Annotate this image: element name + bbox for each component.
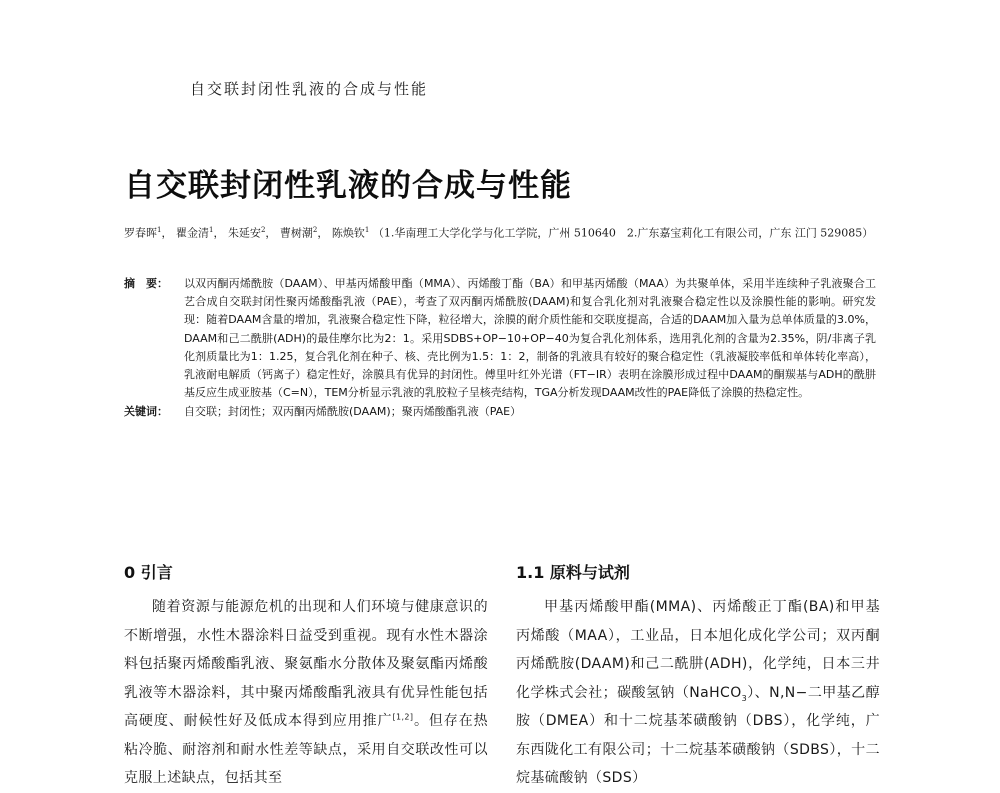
materials-paragraph [516, 593, 880, 793]
keywords [124, 403, 876, 421]
abstract-text: 以双丙酮丙烯酰胺（DAAM）、甲基丙烯酸甲酯（MMA）、丙烯酸丁酯（BA）和甲基丙烯酸（MAA）为共聚单体，采用半连续种子乳液聚合工艺合成自交联封闭性聚丙烯酸酯乳液（PAE），考查了双丙酮丙烯酰胺(DAAM)和复合乳化剂对乳液聚合稳定性以及涂膜性能的影响。研究发现：随着DAAM含量的增加，乳液聚合稳定性下降，粒径增大，涂膜的耐介质性能和交联度提高，合适的DAAM加入量为总单体质量的3.0%，DAAM和己二酰肼(ADH)的最佳摩尔比为2：1。采用SDBS+OP−10+OP−40为复合乳化剂体系，选用乳化剂的含量为2.35%，阴/非离子乳化剂质量比为1：1.25，复合乳化剂在种子、核、壳比例为1.5：1：2，制备的乳液具有较好的聚合稳定性（乳液凝胶率低和单体转化率高），乳液耐电解质（钙离子）稳定性好，涂膜具有优异的封闭性。傅里叶红外光谱（FT−IR）表明在涂膜形成过程中DAAM的酮羰基与ADH的酰肼基反应生成亚胺基（C=N），TEM分析显示乳液的乳胶粒子呈核壳结构，TGA分析发现DAAM改性的PAE降低了涂膜的热稳定性。 [184, 277, 876, 400]
author-line: 罗春晖$^1$， 瞿金清$^1$， 朱延安$^2$， 曹树潮$^2$， 陈焕钦$^1$ （1.华南理工大学化学与化工学院，广州 510640 2.广东嘉宝莉化工有限公司，广东 江门 529085） [124, 226, 874, 240]
author: 罗春晖 [124, 226, 157, 240]
affiliations: （1.华南理工大学化学与化工学院，广州 510640 2.广东嘉宝莉化工有限公司，广东 江门 529085） [372, 226, 874, 240]
section-heading-intro: 0 引言 [124, 563, 173, 582]
author: 瞿金清 [175, 226, 209, 240]
author-affiliation-mark: 1 [157, 226, 162, 234]
author-affiliation-mark: 1 [364, 226, 370, 234]
intro-text-a: 随着资源与能源危机的出现和人们环境与健康意识的不断增强，水性木器涂料日益受到重视。现有水性木器涂料包括聚丙烯酸酯乳液、聚氨酯水分散体及聚氨酯丙烯酸乳液等木器涂料，其中聚丙烯酸酯乳液具有优异性能包括高硬度、耐候性好及低成本得到应用推广 [124, 599, 488, 729]
section-heading-materials: 1.1 原料与试剂 [516, 563, 630, 582]
author: 曹树潮 [279, 226, 313, 240]
author: 陈焕钦 [331, 226, 365, 240]
author: 朱延安 [227, 226, 261, 240]
author-affiliation-mark: 2 [260, 226, 266, 234]
citation-mark: [1,2] [392, 712, 414, 722]
left-column [124, 560, 488, 793]
author-affiliation-mark: 2 [312, 226, 318, 234]
materials-text-b: ）、N,N−二甲基乙醇胺（DMEA）和十二烷基苯磺酸钠（DBS），化学纯，广东西陇化工有限公司；十二烷基苯磺酸钠（SDBS），十二烷基硫酸钠（SDS） [516, 684, 880, 786]
abstract [124, 275, 876, 402]
abstract-block [124, 275, 876, 422]
paper-title: 自交联封闭性乳液的合成与性能 [124, 168, 572, 204]
subscript: 3 [741, 693, 748, 703]
keywords-label: 关键词： [124, 405, 168, 419]
keywords-text: 自交联；封闭性；双丙酮丙烯酰胺(DAAM)；聚丙烯酸酯乳液（PAE） [184, 405, 522, 419]
author-affiliation-mark: 1 [208, 226, 214, 234]
abstract-label: 摘 要： [124, 277, 168, 290]
right-column [516, 560, 880, 793]
materials-text-a: 甲基丙烯酸甲酯(MMA)、丙烯酸正丁酯(BA)和甲基丙烯酸（MAA），工业品，日本旭化成化学公司；双丙酮丙烯酰胺(DAAM)和己二酰肼(ADH)，化学纯，日本三井化学株式会社；碳酸氢钠（NaHCO [516, 599, 880, 701]
running-head: 自交联封闭性乳液的合成与性能 [190, 80, 429, 98]
intro-text-b: 。但存在热粘冷脆、耐溶剂和耐水性差等缺点，采用自交联改性可以克服上述缺点，包括其至 [124, 713, 489, 786]
intro-paragraph [124, 593, 488, 793]
